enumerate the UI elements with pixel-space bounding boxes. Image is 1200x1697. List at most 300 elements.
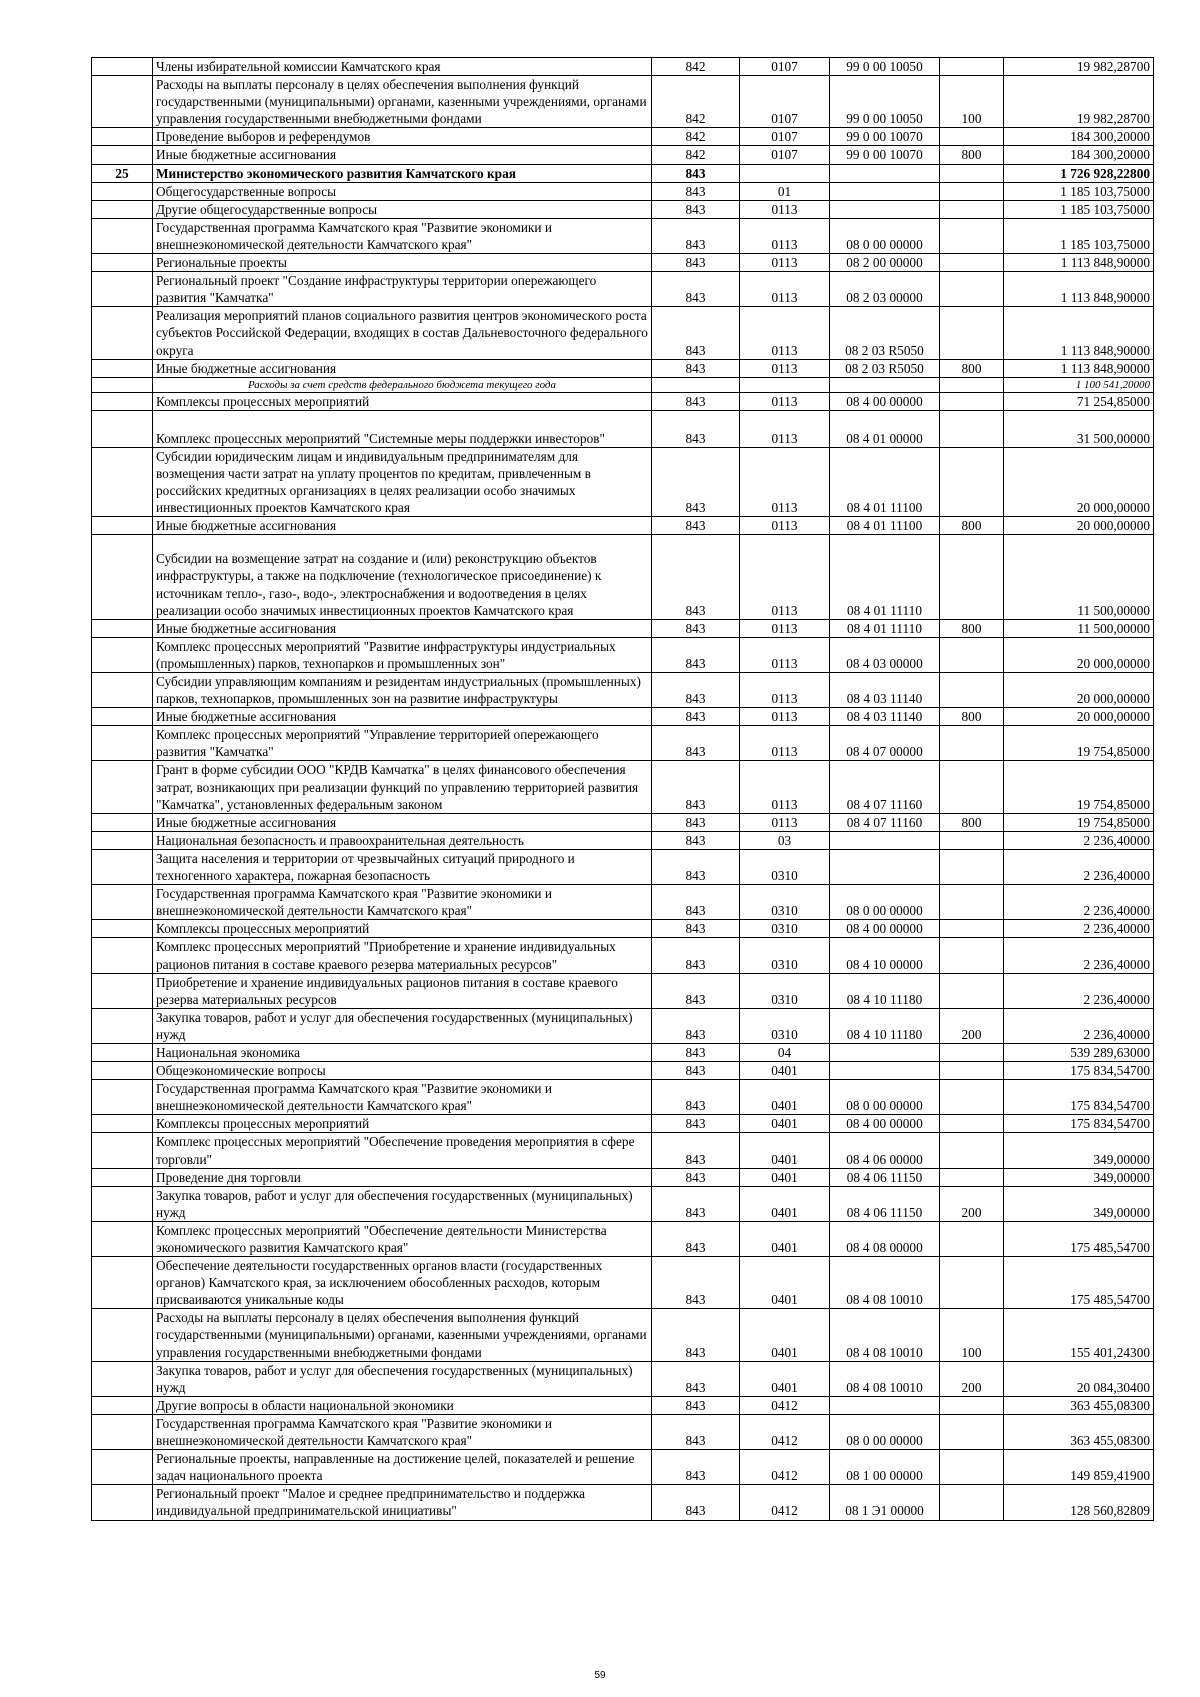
expense-name-cell: Региональный проект "Создание инфраструктуры территории опережающего развития "Камчатка" (153, 272, 652, 307)
table-row (92, 726, 1154, 761)
ministry-code-cell: 843 (652, 182, 740, 200)
expense-name-cell: Иные бюджетные ассигнования (153, 146, 652, 164)
ministry-code-cell: 843 (652, 849, 740, 884)
row-number-cell (92, 1257, 153, 1309)
expense-type-cell (940, 1485, 1004, 1520)
row-number-cell (92, 673, 153, 708)
row-number-cell (92, 1186, 153, 1221)
target-article-cell: 08 4 01 11100 (830, 447, 940, 516)
target-article-cell: 08 4 06 11150 (830, 1186, 940, 1221)
ministry-code-cell: 843 (652, 920, 740, 938)
budget-table-container (91, 57, 1153, 1521)
amount-cell: 155 401,24300 (1004, 1309, 1154, 1361)
expense-type-cell (940, 307, 1004, 359)
amount-cell: 2 236,40000 (1004, 831, 1154, 849)
target-article-cell: 08 4 10 11180 (830, 1008, 940, 1043)
table-row (92, 218, 1154, 253)
section-code-cell: 03 (740, 831, 830, 849)
expense-name-cell: Министерство экономического развития Камчатского края (153, 164, 652, 182)
amount-cell: 1 726 928,22800 (1004, 164, 1154, 182)
target-article-cell: 99 0 00 10070 (830, 146, 940, 164)
table-row (92, 58, 1154, 76)
target-article-cell: 08 0 00 00000 (830, 1414, 940, 1449)
target-article-cell: 08 4 08 10010 (830, 1361, 940, 1396)
table-row (92, 76, 1154, 128)
amount-cell: 11 500,00000 (1004, 619, 1154, 637)
row-number-cell (92, 1115, 153, 1133)
expense-name-cell: Общеэкономические вопросы (153, 1062, 652, 1080)
amount-cell: 2 236,40000 (1004, 920, 1154, 938)
expense-type-cell (940, 392, 1004, 410)
row-number-cell (92, 1168, 153, 1186)
section-code-cell: 0412 (740, 1485, 830, 1520)
expense-type-cell (940, 637, 1004, 672)
ministry-code-cell: 843 (652, 1396, 740, 1414)
amount-cell: 128 560,82809 (1004, 1485, 1154, 1520)
expense-type-cell (940, 1396, 1004, 1414)
section-code-cell: 0113 (740, 307, 830, 359)
expense-type-cell (940, 1414, 1004, 1449)
target-article-cell (830, 377, 940, 392)
expense-type-cell (940, 535, 1004, 619)
section-code-cell: 0401 (740, 1257, 830, 1309)
section-code-cell: 0310 (740, 885, 830, 920)
ministry-code-cell: 843 (652, 254, 740, 272)
expense-type-cell: 100 (940, 1309, 1004, 1361)
section-code-cell: 0113 (740, 359, 830, 377)
target-article-cell: 08 4 03 11140 (830, 708, 940, 726)
row-number-cell (92, 307, 153, 359)
section-code-cell: 0310 (740, 849, 830, 884)
ministry-code-cell: 843 (652, 272, 740, 307)
ministry-code-cell: 842 (652, 128, 740, 146)
expense-type-cell: 200 (940, 1186, 1004, 1221)
expense-type-cell (940, 58, 1004, 76)
expense-type-cell (940, 885, 1004, 920)
row-number-cell (92, 619, 153, 637)
ministry-code-cell: 843 (652, 1414, 740, 1449)
amount-cell: 1 185 103,75000 (1004, 218, 1154, 253)
table-row (92, 146, 1154, 164)
expense-name-cell: Комплексы процессных мероприятий (153, 1115, 652, 1133)
target-article-cell: 08 4 10 11180 (830, 973, 940, 1008)
expense-name-cell: Проведение выборов и референдумов (153, 128, 652, 146)
expense-name-cell: Расходы на выплаты персоналу в целях обеспечения выполнения функций государственными (муниципальными) органами, казенными учреждениями, органами управления государственными внебюджетными фондами (153, 1309, 652, 1361)
ministry-code-cell: 843 (652, 1115, 740, 1133)
expense-type-cell: 800 (940, 359, 1004, 377)
row-number-cell (92, 76, 153, 128)
row-number-cell (92, 831, 153, 849)
expense-name-cell: Иные бюджетные ассигнования (153, 517, 652, 535)
expense-name-cell: Комплекс процессных мероприятий "Обеспечение деятельности Министерства экономического развития Камчатского края" (153, 1221, 652, 1256)
ministry-code-cell: 843 (652, 831, 740, 849)
expense-type-cell: 800 (940, 813, 1004, 831)
row-number-cell (92, 1396, 153, 1414)
ministry-code-cell: 843 (652, 218, 740, 253)
amount-cell: 2 236,40000 (1004, 849, 1154, 884)
table-row (92, 447, 1154, 516)
ministry-code-cell: 842 (652, 146, 740, 164)
target-article-cell: 08 4 08 10010 (830, 1309, 940, 1361)
table-row (92, 1133, 1154, 1168)
section-code-cell: 0107 (740, 146, 830, 164)
table-row (92, 128, 1154, 146)
target-article-cell (830, 1043, 940, 1061)
ministry-code-cell: 843 (652, 1309, 740, 1361)
section-code-cell: 0412 (740, 1414, 830, 1449)
amount-cell: 20 084,30400 (1004, 1361, 1154, 1396)
section-code-cell: 0401 (740, 1168, 830, 1186)
expense-type-cell: 800 (940, 708, 1004, 726)
target-article-cell (830, 1396, 940, 1414)
amount-cell: 71 254,85000 (1004, 392, 1154, 410)
expense-type-cell (940, 973, 1004, 1008)
ministry-code-cell: 843 (652, 1221, 740, 1256)
table-row (92, 619, 1154, 637)
expense-type-cell: 100 (940, 76, 1004, 128)
expense-type-cell (940, 849, 1004, 884)
target-article-cell: 08 0 00 00000 (830, 218, 940, 253)
target-article-cell (830, 182, 940, 200)
amount-cell: 175 485,54700 (1004, 1257, 1154, 1309)
amount-cell: 1 185 103,75000 (1004, 200, 1154, 218)
expense-name-cell: Национальная безопасность и правоохранительная деятельность (153, 831, 652, 849)
section-code-cell: 0401 (740, 1080, 830, 1115)
target-article-cell: 08 4 07 11160 (830, 813, 940, 831)
target-article-cell: 08 0 00 00000 (830, 885, 940, 920)
ministry-code-cell: 843 (652, 392, 740, 410)
table-row (92, 1062, 1154, 1080)
expense-name-cell: Государственная программа Камчатского края "Развитие экономики и внешнеэкономической деятельности Камчатского края" (153, 1414, 652, 1449)
target-article-cell: 08 4 08 10010 (830, 1257, 940, 1309)
target-article-cell: 08 4 03 00000 (830, 637, 940, 672)
section-code-cell: 0107 (740, 58, 830, 76)
table-row (92, 1361, 1154, 1396)
ministry-code-cell: 843 (652, 619, 740, 637)
table-row (92, 410, 1154, 447)
table-row (92, 637, 1154, 672)
expense-name-cell: Закупка товаров, работ и услуг для обеспечения государственных (муниципальных) нужд (153, 1186, 652, 1221)
expense-name-cell: Государственная программа Камчатского края "Развитие экономики и внешнеэкономической деятельности Камчатского края" (153, 218, 652, 253)
ministry-code-cell: 843 (652, 410, 740, 447)
expense-name-cell: Комплексы процессных мероприятий (153, 392, 652, 410)
row-number-cell (92, 849, 153, 884)
ministry-code-cell: 843 (652, 307, 740, 359)
amount-cell: 20 000,00000 (1004, 673, 1154, 708)
amount-cell: 19 754,85000 (1004, 813, 1154, 831)
section-code-cell: 0401 (740, 1361, 830, 1396)
table-row (92, 673, 1154, 708)
expense-type-cell (940, 377, 1004, 392)
ministry-code-cell: 843 (652, 885, 740, 920)
section-code-cell: 0310 (740, 938, 830, 973)
table-row (92, 1414, 1154, 1449)
row-number-cell (92, 146, 153, 164)
expense-name-cell: Реализация мероприятий планов социального развития центров экономического роста субъектов Российской Федерации, входящих в состав Дальневосточного федерального округа (153, 307, 652, 359)
amount-cell: 2 236,40000 (1004, 938, 1154, 973)
expense-name-cell: Субсидии управляющим компаниям и резидентам индустриальных (промышленных) парков, технопарков, промышленных зон на развитие инфраструктуры (153, 673, 652, 708)
expense-type-cell: 800 (940, 619, 1004, 637)
expense-type-cell (940, 182, 1004, 200)
expense-name-cell: Общегосударственные вопросы (153, 182, 652, 200)
section-code-cell: 0113 (740, 410, 830, 447)
section-code-cell: 0310 (740, 1008, 830, 1043)
row-number-cell (92, 1133, 153, 1168)
ministry-code-cell: 843 (652, 1186, 740, 1221)
expense-name-cell: Комплекс процессных мероприятий "Приобретение и хранение индивидуальных рационов питания в составе краевого резерва материальных ресурсов" (153, 938, 652, 973)
section-code-cell (740, 377, 830, 392)
table-row (92, 938, 1154, 973)
ministry-code-cell: 843 (652, 1361, 740, 1396)
table-row (92, 517, 1154, 535)
expense-name-cell: Члены избирательной комиссии Камчатского края (153, 58, 652, 76)
amount-cell: 20 000,00000 (1004, 637, 1154, 672)
section-code-cell: 0113 (740, 254, 830, 272)
row-number-cell (92, 128, 153, 146)
row-number-cell (92, 535, 153, 619)
ministry-code-cell: 843 (652, 1008, 740, 1043)
amount-cell: 1 113 848,90000 (1004, 272, 1154, 307)
target-article-cell (830, 1062, 940, 1080)
row-number-cell (92, 1043, 153, 1061)
amount-cell: 349,00000 (1004, 1133, 1154, 1168)
row-number-cell: 25 (92, 164, 153, 182)
table-row (92, 1043, 1154, 1061)
expense-type-cell (940, 920, 1004, 938)
expense-type-cell (940, 410, 1004, 447)
row-number-cell (92, 973, 153, 1008)
target-article-cell: 08 4 06 11150 (830, 1168, 940, 1186)
expense-name-cell: Закупка товаров, работ и услуг для обеспечения государственных (муниципальных) нужд (153, 1008, 652, 1043)
expense-type-cell (940, 128, 1004, 146)
row-number-cell (92, 254, 153, 272)
row-number-cell (92, 58, 153, 76)
table-row (92, 1221, 1154, 1256)
expense-name-cell: Комплекс процессных мероприятий "Развитие инфраструктуры индустриальных (промышленных) парков, технопарков и промышленных зон" (153, 637, 652, 672)
section-code-cell: 0412 (740, 1396, 830, 1414)
amount-cell: 1 113 848,90000 (1004, 359, 1154, 377)
amount-cell: 149 859,41900 (1004, 1450, 1154, 1485)
target-article-cell (830, 849, 940, 884)
expense-name-cell: Иные бюджетные ассигнования (153, 813, 652, 831)
table-row (92, 761, 1154, 813)
table-row (92, 920, 1154, 938)
amount-cell: 349,00000 (1004, 1186, 1154, 1221)
amount-cell: 175 834,54700 (1004, 1062, 1154, 1080)
amount-cell: 363 455,08300 (1004, 1396, 1154, 1414)
amount-cell: 19 754,85000 (1004, 726, 1154, 761)
table-row (92, 708, 1154, 726)
amount-cell: 19 982,28700 (1004, 58, 1154, 76)
row-number-cell (92, 885, 153, 920)
target-article-cell: 08 4 01 11110 (830, 535, 940, 619)
expense-type-cell (940, 938, 1004, 973)
table-row (92, 1309, 1154, 1361)
target-article-cell (830, 831, 940, 849)
row-number-cell (92, 1485, 153, 1520)
ministry-code-cell: 843 (652, 637, 740, 672)
row-number-cell (92, 392, 153, 410)
expense-name-cell: Расходы за счет средств федерального бюджета текущего года (153, 377, 652, 392)
table-row (92, 849, 1154, 884)
row-number-cell (92, 637, 153, 672)
expense-type-cell (940, 761, 1004, 813)
section-code-cell: 0113 (740, 535, 830, 619)
section-code-cell: 0107 (740, 128, 830, 146)
section-code-cell: 0113 (740, 619, 830, 637)
ministry-code-cell: 843 (652, 1080, 740, 1115)
row-number-cell (92, 813, 153, 831)
table-row (92, 307, 1154, 359)
row-number-cell (92, 708, 153, 726)
expense-type-cell (940, 218, 1004, 253)
amount-cell: 349,00000 (1004, 1168, 1154, 1186)
expense-name-cell: Комплексы процессных мероприятий (153, 920, 652, 938)
ministry-code-cell: 843 (652, 447, 740, 516)
row-number-cell (92, 1361, 153, 1396)
section-code-cell: 0412 (740, 1450, 830, 1485)
target-article-cell: 08 4 00 00000 (830, 1115, 940, 1133)
section-code-cell: 0113 (740, 517, 830, 535)
amount-cell: 184 300,20000 (1004, 146, 1154, 164)
row-number-cell (92, 1309, 153, 1361)
amount-cell: 20 000,00000 (1004, 517, 1154, 535)
row-number-cell (92, 920, 153, 938)
expense-name-cell: Комплекс процессных мероприятий "Управление территорией опережающего развития "Камчатка" (153, 726, 652, 761)
section-code-cell: 0401 (740, 1062, 830, 1080)
section-code-cell: 0107 (740, 76, 830, 128)
row-number-cell (92, 1080, 153, 1115)
target-article-cell: 08 1 Э1 00000 (830, 1485, 940, 1520)
row-number-cell (92, 1062, 153, 1080)
section-code-cell: 0113 (740, 200, 830, 218)
expense-type-cell (940, 1133, 1004, 1168)
ministry-code-cell: 843 (652, 726, 740, 761)
expense-type-cell (940, 254, 1004, 272)
target-article-cell: 08 2 00 00000 (830, 254, 940, 272)
table-row (92, 831, 1154, 849)
row-number-cell (92, 1221, 153, 1256)
table-row (92, 973, 1154, 1008)
table-row (92, 272, 1154, 307)
section-code-cell: 04 (740, 1043, 830, 1061)
table-row (92, 164, 1154, 182)
table-row (92, 1485, 1154, 1520)
expense-name-cell: Региональный проект "Малое и среднее предпринимательство и поддержка индивидуальной предпринимательской инициативы" (153, 1485, 652, 1520)
target-article-cell: 08 2 03 R5050 (830, 307, 940, 359)
ministry-code-cell: 843 (652, 708, 740, 726)
budget-table-body (92, 58, 1154, 1521)
ministry-code-cell: 843 (652, 761, 740, 813)
ministry-code-cell: 843 (652, 1168, 740, 1186)
section-code-cell: 0113 (740, 218, 830, 253)
target-article-cell: 08 4 07 11160 (830, 761, 940, 813)
target-article-cell: 08 4 01 11110 (830, 619, 940, 637)
expense-type-cell (940, 1221, 1004, 1256)
expense-name-cell: Проведение дня торговли (153, 1168, 652, 1186)
row-number-cell (92, 1414, 153, 1449)
section-code-cell: 0401 (740, 1115, 830, 1133)
expense-type-cell (940, 1115, 1004, 1133)
amount-cell: 20 000,00000 (1004, 708, 1154, 726)
section-code-cell: 0401 (740, 1221, 830, 1256)
table-row (92, 1186, 1154, 1221)
ministry-code-cell: 843 (652, 200, 740, 218)
expense-name-cell: Национальная экономика (153, 1043, 652, 1061)
table-row (92, 535, 1154, 619)
expense-type-cell (940, 1168, 1004, 1186)
expense-name-cell: Субсидии на возмещение затрат на создание и (или) реконструкцию объектов инфраструктуры, а также на подключение (технологическое присоединение) к источникам тепло-, газо-, водо-, электроснабжения и водоотведения в целях реализации особо значимых инвестиционных проектов Камчатского края (153, 535, 652, 619)
expense-type-cell (940, 1257, 1004, 1309)
target-article-cell: 08 4 00 00000 (830, 920, 940, 938)
section-code-cell: 0401 (740, 1133, 830, 1168)
row-number-cell (92, 272, 153, 307)
expense-name-cell: Комплекс процессных мероприятий "Системные меры поддержки инвесторов" (153, 410, 652, 447)
table-row (92, 182, 1154, 200)
amount-cell: 184 300,20000 (1004, 128, 1154, 146)
expense-name-cell: Другие вопросы в области национальной экономики (153, 1396, 652, 1414)
row-number-cell (92, 447, 153, 516)
ministry-code-cell: 843 (652, 1062, 740, 1080)
section-code-cell: 0113 (740, 673, 830, 708)
target-article-cell: 99 0 00 10050 (830, 76, 940, 128)
target-article-cell: 08 2 03 R5050 (830, 359, 940, 377)
expense-name-cell: Государственная программа Камчатского края "Развитие экономики и внешнеэкономической деятельности Камчатского края" (153, 1080, 652, 1115)
expense-type-cell (940, 1062, 1004, 1080)
amount-cell: 1 113 848,90000 (1004, 307, 1154, 359)
expense-name-cell: Иные бюджетные ассигнования (153, 359, 652, 377)
federal-budget-note-row (92, 377, 1154, 392)
target-article-cell (830, 200, 940, 218)
row-number-cell (92, 377, 153, 392)
section-code-cell: 0401 (740, 1309, 830, 1361)
table-row (92, 200, 1154, 218)
expense-name-cell: Комплекс процессных мероприятий "Обеспечение проведения мероприятия в сфере торговли" (153, 1133, 652, 1168)
table-row (92, 813, 1154, 831)
ministry-code-cell: 843 (652, 673, 740, 708)
ministry-code-cell: 843 (652, 1133, 740, 1168)
ministry-code-cell: 843 (652, 973, 740, 1008)
expense-type-cell (940, 831, 1004, 849)
ministry-code-cell: 843 (652, 813, 740, 831)
amount-cell: 2 236,40000 (1004, 973, 1154, 1008)
expense-name-cell: Приобретение и хранение индивидуальных рационов питания в составе краевого резерва материальных ресурсов (153, 973, 652, 1008)
table-row (92, 392, 1154, 410)
target-article-cell: 08 4 03 11140 (830, 673, 940, 708)
section-code-cell: 0401 (740, 1186, 830, 1221)
section-code-cell: 0113 (740, 392, 830, 410)
table-row (92, 1450, 1154, 1485)
section-code-cell: 0113 (740, 447, 830, 516)
amount-cell: 19 754,85000 (1004, 761, 1154, 813)
row-number-cell (92, 218, 153, 253)
section-code-cell: 0113 (740, 726, 830, 761)
expense-type-cell: 200 (940, 1008, 1004, 1043)
expense-name-cell: Обеспечение деятельности государственных органов власти (государственных органов) Камчатского края, за исключением обособленных расходов, которым присваиваются уникальные коды (153, 1257, 652, 1309)
table-row (92, 1257, 1154, 1309)
amount-cell: 1 100 541,20000 (1004, 377, 1154, 392)
table-row (92, 254, 1154, 272)
expense-type-cell (940, 673, 1004, 708)
ministry-code-cell: 843 (652, 164, 740, 182)
target-article-cell (830, 164, 940, 182)
table-row (92, 1115, 1154, 1133)
expense-name-cell: Иные бюджетные ассигнования (153, 708, 652, 726)
target-article-cell: 08 4 01 00000 (830, 410, 940, 447)
table-row (92, 1396, 1154, 1414)
expense-type-cell: 800 (940, 517, 1004, 535)
row-number-cell (92, 1450, 153, 1485)
